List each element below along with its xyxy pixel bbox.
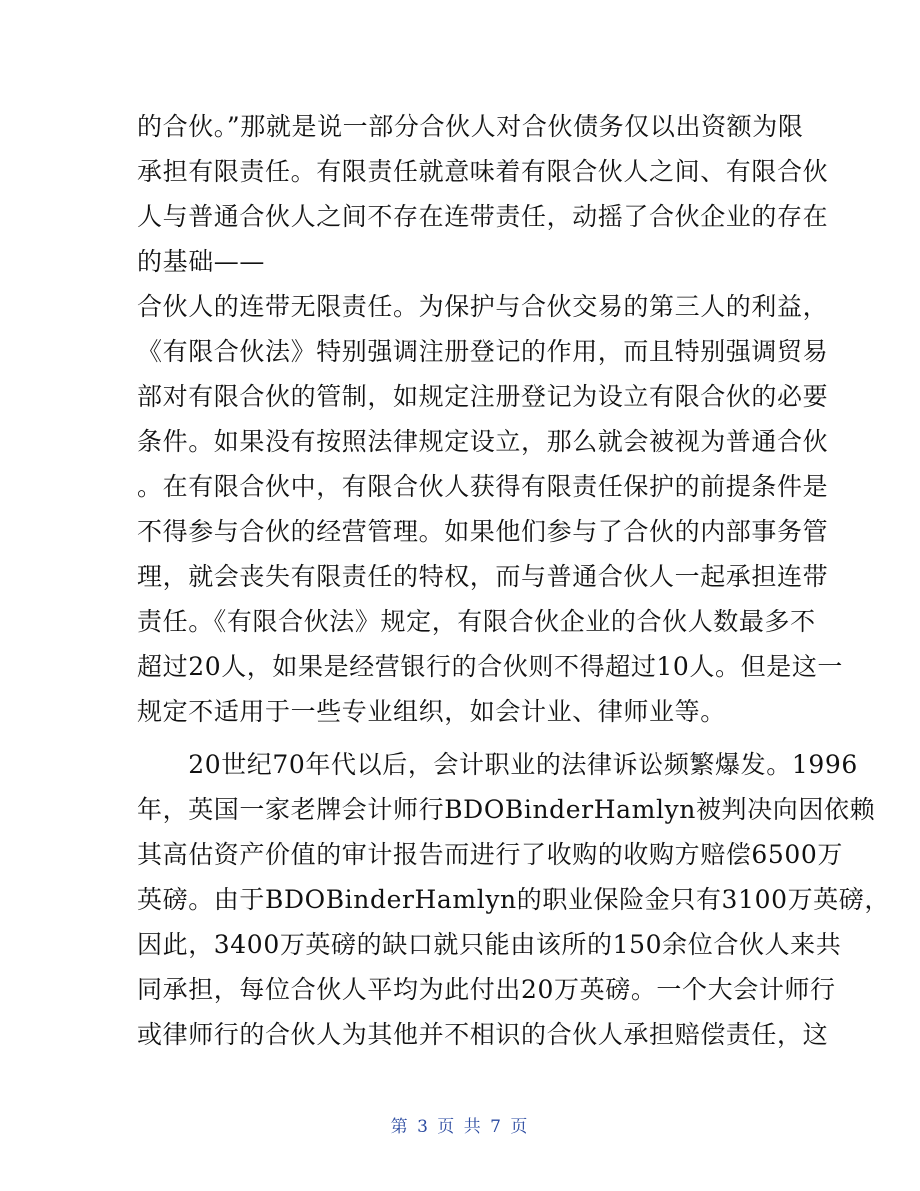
text-line: 规定不适用于一些专业组织，如会计业、律师业等。: [137, 697, 726, 726]
text-line: 人与普通合伙人之间不存在连带责任，动摇了合伙企业的存在: [137, 202, 829, 231]
text-line: 超过20人，如果是经营银行的合伙则不得超过10人。但是这一: [137, 652, 844, 681]
text-line: 部对有限合伙的管制，如规定注册登记为设立有限合伙的必要: [137, 382, 829, 411]
page-number-footer: 第 3 页 共 7 页: [390, 1117, 530, 1137]
text-line: 英磅。由于BDOBinderHamlyn的职业保险金只有3100万英磅，: [137, 885, 890, 914]
text-line: 其高估资产价值的审计报告而进行了收购的收购方赔偿6500万: [137, 840, 844, 869]
text-line: 因此，3400万英磅的缺口就只能由该所的150余位合伙人来共: [137, 930, 842, 959]
text-line: 。在有限合伙中，有限合伙人获得有限责任保护的前提条件是: [137, 472, 829, 501]
text-line: 《有限合伙法》特别强调注册登记的作用，而且特别强调贸易: [137, 337, 829, 366]
text-line: 年，英国一家老牌会计师行BDOBinderHamlyn被判决向因依赖: [137, 795, 876, 824]
text-line: 或律师行的合伙人为其他并不相识的合伙人承担赔偿责任，这: [137, 1020, 829, 1049]
text-line: 的基础——: [137, 247, 266, 276]
document-body: [137, 104, 890, 1057]
text-line: 合伙人的连带无限责任。为保护与合伙交易的第三人的利益，: [137, 292, 829, 321]
text-line: 责任。《有限合伙法》规定，有限合伙企业的合伙人数最多不: [137, 607, 816, 636]
text-line: 同承担，每位合伙人平均为此付出20万英磅。一个大会计师行: [137, 975, 836, 1004]
text-line: 理，就会丧失有限责任的特权，而与普通合伙人一起承担连带: [137, 562, 829, 591]
paragraph-gap: [137, 734, 787, 742]
text-line: 条件。如果没有按照法律规定设立，那么就会被视为普通合伙: [137, 427, 829, 456]
paragraph-1: [137, 104, 844, 734]
text-line: 的合伙。”那就是说一部分合伙人对合伙债务仅以出资额为限: [137, 112, 804, 141]
text-line: 承担有限责任。有限责任就意味着有限合伙人之间、有限合伙: [137, 157, 829, 186]
paragraph-2: [137, 742, 890, 1057]
text-line: 20世纪70年代以后，会计职业的法律诉讼频繁爆发。1996: [137, 750, 858, 779]
text-line: 不得参与合伙的经营管理。如果他们参与了合伙的内部事务管: [137, 517, 829, 546]
